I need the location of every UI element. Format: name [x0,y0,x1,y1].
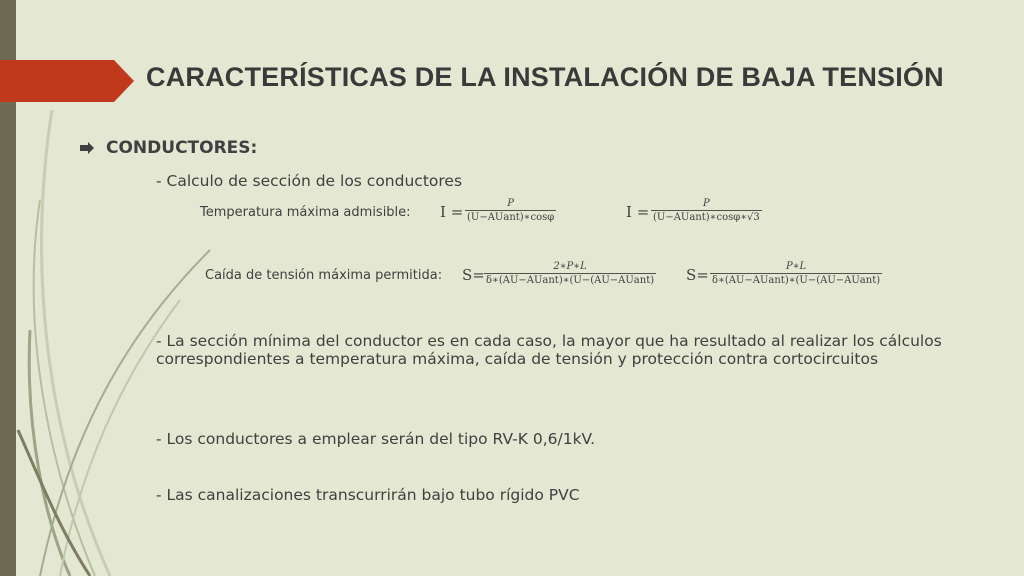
drop-label: Caída de tensión máxima permitida: [205,268,443,283]
ducts-line: - Las canalizaciones transcurrirán bajo tubo rígido PVC [156,486,580,504]
drop-eq2-denominator: δ∗(AU−AUant)∗(U−(AU−AUant) [712,275,881,286]
section-heading: CONDUCTORES: [106,138,258,158]
temp-eq2-denominator: (U−AUant)∗cosφ∗√3 [653,212,760,223]
conductors-line: - Los conductores a emplear serán del tipo RV-K 0,6/1kV. [156,430,596,448]
drop-eq2-lhs: S= [686,266,709,284]
page-title: CARACTERÍSTICAS DE LA INSTALACIÓN DE BAJA TENSIÓN [146,62,944,92]
drop-eq2-fraction [710,261,882,286]
arrow-bullet-icon [80,142,94,154]
calc-heading: - Calculo de sección de los conductores [156,172,463,190]
temp-label: Temperatura máxima admisible: [200,205,411,220]
drop-eq1-fraction [484,261,656,286]
temp-eq2-fraction [651,198,762,223]
temp-eq2-numerator: P [703,198,710,209]
temp-eq1-lhs: I = [440,203,464,221]
drop-eq1-numerator: 2∗P∗L [553,261,587,272]
temp-eq2-lhs: I = [626,203,650,221]
drop-eq1-denominator: δ∗(AU−AUant)∗(U−(AU−AUant) [486,275,655,286]
drop-eq1-lhs: S= [462,266,485,284]
title-arrow-shape [0,60,134,102]
temp-eq1-numerator: P [507,198,514,209]
drop-eq2-numerator: P∗L [785,261,807,272]
minimum-section-paragraph: - La sección mínima del conductor es en cada caso, la mayor que ha resultado al realizar los cálculos correspondientes a temperatura máxima, caída de tensión y protección contra cortocircuitos [156,332,942,368]
temp-eq1-denominator: (U−AUant)∗cosφ [467,212,555,223]
temp-eq1-fraction [465,198,556,223]
